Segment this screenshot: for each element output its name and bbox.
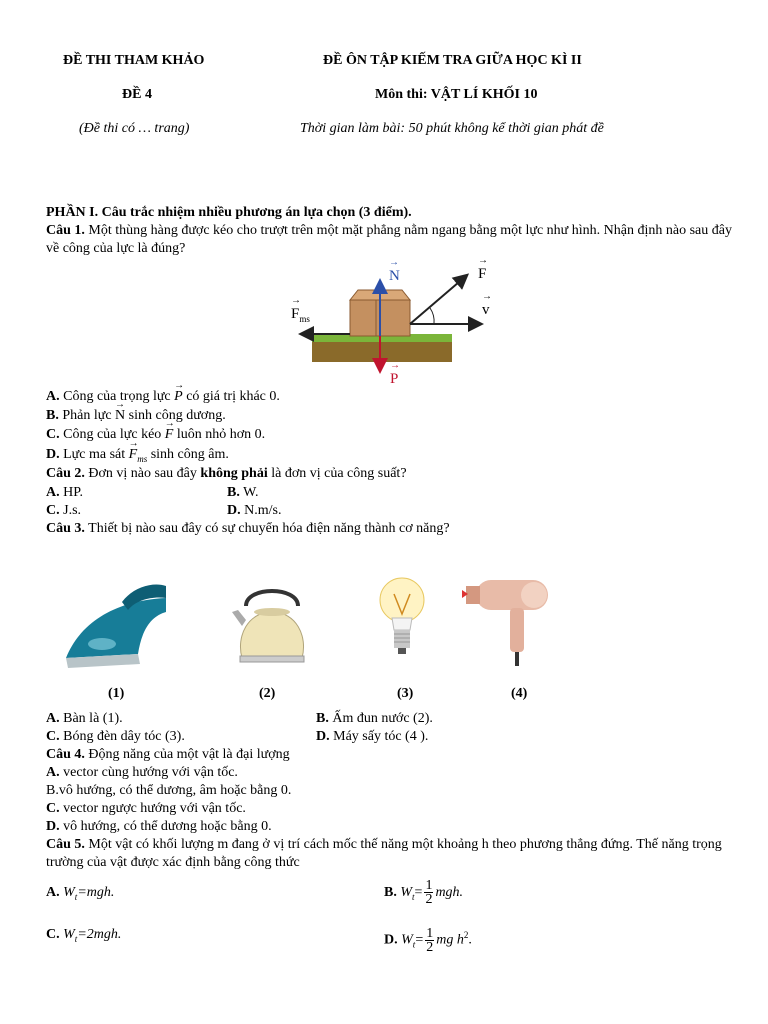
- fraction-half: $\frac{1}{2}$: [425, 878, 433, 908]
- q2-option-c[interactable]: C. J.s.: [46, 503, 82, 518]
- q2-option-b[interactable]: B. W.: [227, 485, 259, 500]
- q5-option-b[interactable]: B. $W_t=$ $\frac{1}{2}$ mgh.: [384, 878, 464, 908]
- question-2: Câu 2. Đơn vị nào sau đây không phải là đơn vị của công suất?: [46, 466, 407, 481]
- pages-note: (Đề thi có … trang): [79, 121, 190, 136]
- q3-option-b[interactable]: B. Ấm đun nước (2).: [316, 711, 433, 726]
- caption-3: (3): [397, 686, 414, 701]
- time-note: Thời gian làm bài: 50 phút không kể thời gian phát đề: [300, 121, 604, 136]
- caption-4: (4): [511, 686, 528, 701]
- subject: Môn thi: VẬT LÍ KHỐI 10: [375, 87, 538, 102]
- hair-dryer-image: [462, 574, 554, 670]
- q1-option-c[interactable]: C. Công của lực kéo → F luôn nhỏ hơn 0.: [46, 426, 265, 444]
- label-Fms: → $F_{ms}$: [291, 306, 310, 324]
- q4-option-a[interactable]: A. vector cùng hướng với vận tốc.: [46, 765, 238, 780]
- pull-force-arrow: [410, 276, 466, 324]
- q5-option-d[interactable]: D. $W_t=$ $\frac{1}{2}$ mg $h^2$.: [384, 925, 472, 955]
- q3-option-c[interactable]: C. Bóng đèn dây tóc (3).: [46, 729, 185, 744]
- question-1: [46, 222, 746, 258]
- q5-option-c[interactable]: C. $W_t=2mgh$.: [46, 927, 122, 944]
- iron-image: [62, 578, 172, 670]
- label-v: → v: [482, 302, 490, 319]
- bulb-image: [374, 574, 430, 660]
- q2-option-d[interactable]: D. N.m/s.: [227, 503, 282, 518]
- exam-number: ĐỀ 4: [122, 87, 152, 102]
- q5-option-a[interactable]: A. $W_t=mgh$.: [46, 885, 115, 902]
- caption-2: (2): [259, 686, 276, 701]
- q3-option-d[interactable]: D. Máy sấy tóc (4 ).: [316, 729, 429, 744]
- q4-option-b[interactable]: B.vô hướng, có thể dương, âm hoặc bằng 0.: [46, 783, 292, 798]
- question-5: Câu 5. Một vật có khối lượng m đang ở vị trí cách mốc thế năng một khoảng h theo phương thẳng đứng. Thế năng trọng trường của vật được xác định bằng công thức: [46, 837, 722, 870]
- q1-option-a[interactable]: A. Công của trọng lực → P có giá trị khác 0.: [46, 388, 280, 406]
- left-title: ĐỀ THI THAM KHẢO: [63, 53, 205, 68]
- q1-option-b[interactable]: B. Phản lực → N sinh công dương.: [46, 407, 226, 425]
- q4-option-d[interactable]: D. vô hướng, có thể dương hoặc bằng 0.: [46, 819, 272, 834]
- label-P: → P: [390, 371, 398, 388]
- q1-option-d[interactable]: D. Lực ma sát → $F_{ms}$ sinh công âm.: [46, 446, 229, 468]
- question-4: Câu 4. Động năng của một vật là đại lượng: [46, 747, 290, 762]
- question-1-label: Câu 1.: [46, 223, 85, 238]
- fraction-half: $\frac{1}{2}$: [426, 925, 434, 955]
- question-1-text: Một thùng hàng được kéo cho trượt trên một mặt phẳng nằm ngang bằng một lực như hình. Nhận định nào sau đây về công của lực là đúng?: [46, 223, 732, 256]
- label-N: → N: [389, 268, 400, 285]
- q4-option-c[interactable]: C. vector ngược hướng với vận tốc.: [46, 801, 246, 816]
- kettle-image: [232, 576, 312, 668]
- q2-option-a[interactable]: A. HP.: [46, 485, 83, 500]
- q3-option-a[interactable]: A. Bàn là (1).: [46, 711, 123, 726]
- right-title: ĐỀ ÔN TẬP KIẾM TRA GIỮA HỌC KÌ II: [323, 53, 582, 68]
- part-title: PHẦN I. Câu trắc nhiệm nhiều phương án lựa chọn (3 điểm).: [46, 205, 412, 220]
- caption-1: (1): [108, 686, 125, 701]
- label-F: → F: [478, 266, 486, 283]
- question-3: Câu 3. Thiết bị nào sau đây có sự chuyển hóa điện năng thành cơ năng?: [46, 521, 450, 536]
